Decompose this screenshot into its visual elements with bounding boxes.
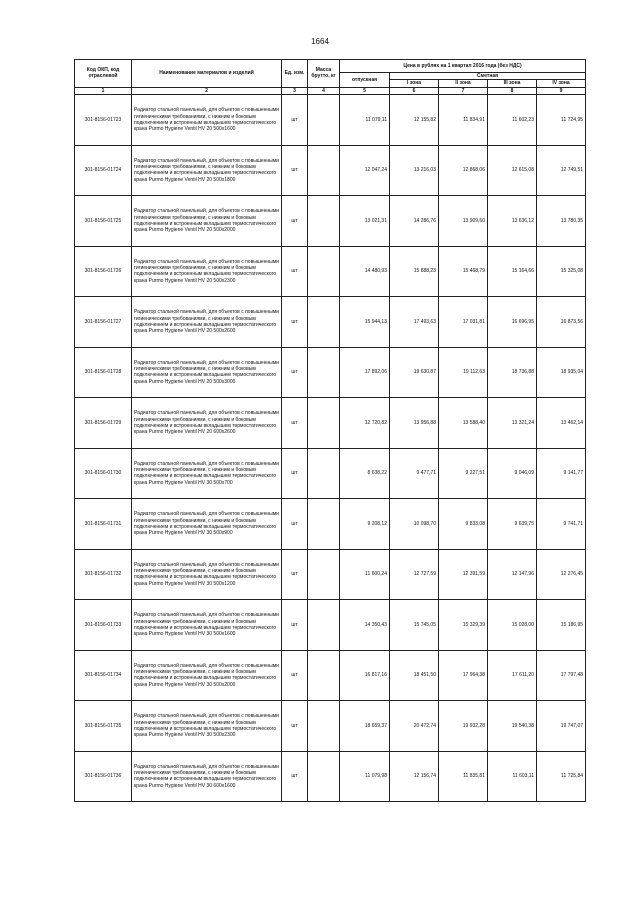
- cell-unit: шт: [282, 650, 308, 701]
- cell-z2: 12 868,06: [439, 145, 488, 196]
- cell-mass: [308, 145, 340, 196]
- cell-z3: 18 736,88: [488, 347, 537, 398]
- cell-z1: 15 888,23: [390, 246, 439, 297]
- cell-release: 14 350,43: [340, 600, 390, 651]
- cell-z1: 10 098,70: [390, 499, 439, 550]
- cell-unit: шт: [282, 95, 308, 146]
- cell-release: 18 659,37: [340, 701, 390, 752]
- cell-unit: шт: [282, 398, 308, 449]
- table-row: [75, 196, 586, 247]
- cell-mass: [308, 448, 340, 499]
- cell-name: Радиатор стальной панельный, для объектов с повышенными гигиеническими требованиями, с нижним и боковым подключением и встроенным вкладышем термостатического крана Purmo Hygiene Ventil HV 30 500x1200: [132, 549, 282, 600]
- cell-z2: 11 834,91: [439, 95, 488, 146]
- price-table: [74, 59, 586, 802]
- column-number-row: [75, 87, 586, 94]
- cell-z4: 15 186,95: [537, 600, 586, 651]
- cell-unit: шт: [282, 600, 308, 651]
- cell-z2: 19 112,63: [439, 347, 488, 398]
- cell-code: 301-8156-01736: [75, 751, 132, 802]
- table-row: [75, 701, 586, 752]
- cell-name: Радиатор стальной панельный, для объектов с повышенными гигиеническими требованиями, с нижним и боковым подключением и встроенным вкладышем термостатического крана Purmo Hygiene Ventil HV 20 500x2000: [132, 196, 282, 247]
- column-number: 7: [439, 87, 488, 94]
- cell-mass: [308, 701, 340, 752]
- cell-z2: 9 227,51: [439, 448, 488, 499]
- cell-z2: 19 932,28: [439, 701, 488, 752]
- cell-code: 301-8156-01735: [75, 701, 132, 752]
- cell-z3: 15 164,66: [488, 246, 537, 297]
- cell-mass: [308, 499, 340, 550]
- cell-z3: 19 540,38: [488, 701, 537, 752]
- cell-code: 301-8156-01733: [75, 600, 132, 651]
- cell-z1: 12 727,59: [390, 549, 439, 600]
- cell-unit: шт: [282, 246, 308, 297]
- cell-mass: [308, 600, 340, 651]
- table-body: [75, 95, 586, 802]
- header-zone: III зона: [488, 80, 537, 87]
- column-number: 9: [537, 87, 586, 94]
- column-number: 1: [75, 87, 132, 94]
- header-price: Цена в рублях на 1 квартал 2016 года (без НДС): [340, 60, 586, 73]
- cell-z3: 16 696,95: [488, 297, 537, 348]
- cell-z3: 13 321,24: [488, 398, 537, 449]
- cell-z4: 9 741,71: [537, 499, 586, 550]
- cell-code: 301-8156-01725: [75, 196, 132, 247]
- cell-code: 301-8156-01724: [75, 145, 132, 196]
- table-row: [75, 549, 586, 600]
- cell-unit: шт: [282, 751, 308, 802]
- cell-z3: 13 636,12: [488, 196, 537, 247]
- cell-release: 14 480,93: [340, 246, 390, 297]
- cell-unit: шт: [282, 549, 308, 600]
- cell-z4: 12 749,51: [537, 145, 586, 196]
- column-number: 8: [488, 87, 537, 94]
- cell-mass: [308, 650, 340, 701]
- cell-code: 301-8156-01732: [75, 549, 132, 600]
- cell-release: 9 208,12: [340, 499, 390, 550]
- cell-z2: 13 588,40: [439, 398, 488, 449]
- cell-mass: [308, 398, 340, 449]
- cell-z2: 12 391,59: [439, 549, 488, 600]
- cell-mass: [308, 297, 340, 348]
- cell-z1: 19 630,87: [390, 347, 439, 398]
- cell-release: 12 047,24: [340, 145, 390, 196]
- cell-z1: 9 477,71: [390, 448, 439, 499]
- cell-z3: 11 602,23: [488, 95, 537, 146]
- cell-name: Радиатор стальной панельный, для объектов с повышенными гигиеническими требованиями, с нижним и боковым подключением и встроенным вкладышем термостатического крана Purmo Hygiene Ventil HV 30 500x700: [132, 448, 282, 499]
- table-row: [75, 145, 586, 196]
- header-estimate: Сметная: [390, 73, 586, 80]
- cell-code: 301-8156-01729: [75, 398, 132, 449]
- cell-z2: 17 964,38: [439, 650, 488, 701]
- cell-name: Радиатор стальной панельный, для объектов с повышенными гигиеническими требованиями, с нижним и боковым подключением и встроенным вкладышем термостатического крана Purmo Hygiene Ventil HV 20 600x2600: [132, 398, 282, 449]
- cell-name: Радиатор стальной панельный, для объектов с повышенными гигиеническими требованиями, с нижним и боковым подключением и встроенным вкладышем термостатического крана Purmo Hygiene Ventil HV 30 500x900: [132, 499, 282, 550]
- cell-code: 301-8156-01726: [75, 246, 132, 297]
- cell-code: 301-8156-01734: [75, 650, 132, 701]
- cell-name: Радиатор стальной панельный, для объектов с повышенными гигиеническими требованиями, с нижним и боковым подключением и встроенным вкладышем термостатического крана Purmo Hygiene Ventil HV 20 500x3000: [132, 347, 282, 398]
- cell-z4: 9 141,77: [537, 448, 586, 499]
- cell-unit: шт: [282, 297, 308, 348]
- cell-unit: шт: [282, 701, 308, 752]
- cell-z1: 20 472,74: [390, 701, 439, 752]
- column-number: 5: [340, 87, 390, 94]
- cell-z2: 15 329,39: [439, 600, 488, 651]
- cell-unit: шт: [282, 448, 308, 499]
- header-zone: IV зона: [537, 80, 586, 87]
- table-row: [75, 95, 586, 146]
- cell-z2: 15 468,79: [439, 246, 488, 297]
- cell-z4: 16 873,56: [537, 297, 586, 348]
- cell-unit: шт: [282, 196, 308, 247]
- cell-z4: 18 935,04: [537, 347, 586, 398]
- cell-mass: [308, 246, 340, 297]
- table-row: [75, 246, 586, 297]
- cell-name: Радиатор стальной панельный, для объектов с повышенными гигиеническими требованиями, с нижним и боковым подключением и встроенным вкладышем термостатического крана Purmo Hygiene Ventil HV 20 500x2300: [132, 246, 282, 297]
- cell-z3: 9 046,09: [488, 448, 537, 499]
- table-row: [75, 297, 586, 348]
- header-release: отпускная: [340, 73, 390, 88]
- cell-unit: шт: [282, 145, 308, 196]
- cell-z3: 12 147,96: [488, 549, 537, 600]
- cell-z3: 17 611,20: [488, 650, 537, 701]
- cell-z1: 13 216,03: [390, 145, 439, 196]
- cell-code: 301-8156-01728: [75, 347, 132, 398]
- cell-z4: 13 780,35: [537, 196, 586, 247]
- header-mass: Масса брутто, кг: [308, 60, 340, 88]
- cell-code: 301-8156-01731: [75, 499, 132, 550]
- cell-z2: 11 835,81: [439, 751, 488, 802]
- cell-z1: 14 286,76: [390, 196, 439, 247]
- table-row: [75, 347, 586, 398]
- cell-z4: 11 725,84: [537, 751, 586, 802]
- cell-mass: [308, 95, 340, 146]
- column-number: 2: [132, 87, 282, 94]
- cell-z2: 9 833,08: [439, 499, 488, 550]
- table-row: [75, 499, 586, 550]
- cell-name: Радиатор стальной панельный, для объектов с повышенными гигиеническими требованиями, с нижним и боковым подключением и встроенным вкладышем термостатического крана Purmo Hygiene Ventil HV 20 500x1600: [132, 95, 282, 146]
- header-name: Наименование материалов и изделий: [132, 60, 282, 88]
- cell-z4: 15 325,08: [537, 246, 586, 297]
- header-code: Код ОКП, код отраслевой: [75, 60, 132, 88]
- cell-name: Радиатор стальной панельный, для объектов с повышенными гигиеническими требованиями, с нижним и боковым подключением и встроенным вкладышем термостатического крана Purmo Hygiene Ventil HV 20 500x1800: [132, 145, 282, 196]
- cell-name: Радиатор стальной панельный, для объектов с повышенными гигиеническими требованиями, с нижним и боковым подключением и встроенным вкладышем термостатического крана Purmo Hygiene Ventil HV 30 500x2300: [132, 701, 282, 752]
- cell-z3: 15 028,00: [488, 600, 537, 651]
- table-row: [75, 600, 586, 651]
- header-zone: I зона: [390, 80, 439, 87]
- cell-mass: [308, 549, 340, 600]
- table-row: [75, 448, 586, 499]
- cell-unit: шт: [282, 499, 308, 550]
- page-number: 1664: [311, 37, 329, 46]
- cell-z1: 15 745,05: [390, 600, 439, 651]
- header-unit: Ед. изм.: [282, 60, 308, 88]
- cell-z1: 13 956,88: [390, 398, 439, 449]
- cell-mass: [308, 347, 340, 398]
- cell-release: 11 600,24: [340, 549, 390, 600]
- cell-code: 301-8156-01727: [75, 297, 132, 348]
- cell-name: Радиатор стальной панельный, для объектов с повышенными гигиеническими требованиями, с нижним и боковым подключением и встроенным вкладышем термостатического крана Purmo Hygiene Ventil HV 30 600x1600: [132, 751, 282, 802]
- cell-name: Радиатор стальной панельный, для объектов с повышенными гигиеническими требованиями, с нижним и боковым подключением и встроенным вкладышем термостатического крана Purmo Hygiene Ventil HV 30 500x1600: [132, 600, 282, 651]
- cell-z3: 12 615,08: [488, 145, 537, 196]
- cell-z4: 12 276,45: [537, 549, 586, 600]
- table-row: [75, 650, 586, 701]
- cell-z1: 12 155,82: [390, 95, 439, 146]
- cell-release: 8 638,22: [340, 448, 390, 499]
- cell-unit: шт: [282, 347, 308, 398]
- cell-z4: 11 724,95: [537, 95, 586, 146]
- cell-z1: 18 451,50: [390, 650, 439, 701]
- cell-release: 11 079,98: [340, 751, 390, 802]
- cell-release: 11 079,11: [340, 95, 390, 146]
- cell-mass: [308, 751, 340, 802]
- cell-release: 13 021,31: [340, 196, 390, 247]
- cell-z2: 13 909,60: [439, 196, 488, 247]
- table-row: [75, 751, 586, 802]
- cell-z2: 17 031,81: [439, 297, 488, 348]
- column-number: 6: [390, 87, 439, 94]
- cell-z1: 12 156,74: [390, 751, 439, 802]
- cell-code: 301-8156-01723: [75, 95, 132, 146]
- cell-release: 16 817,16: [340, 650, 390, 701]
- cell-code: 301-8156-01730: [75, 448, 132, 499]
- cell-name: Радиатор стальной панельный, для объектов с повышенными гигиеническими требованиями, с нижним и боковым подключением и встроенным вкладышем термостатического крана Purmo Hygiene Ventil HV 30 500x2000: [132, 650, 282, 701]
- column-number: 4: [308, 87, 340, 94]
- cell-release: 15 944,13: [340, 297, 390, 348]
- cell-z4: 19 747,07: [537, 701, 586, 752]
- cell-release: 17 892,06: [340, 347, 390, 398]
- column-number: 3: [282, 87, 308, 94]
- cell-z4: 17 797,48: [537, 650, 586, 701]
- cell-z3: 11 603,11: [488, 751, 537, 802]
- cell-z4: 13 462,14: [537, 398, 586, 449]
- cell-z1: 17 493,63: [390, 297, 439, 348]
- header-zone: II зона: [439, 80, 488, 87]
- cell-release: 12 720,82: [340, 398, 390, 449]
- table-row: [75, 398, 586, 449]
- cell-name: Радиатор стальной панельный, для объектов с повышенными гигиеническими требованиями, с нижним и боковым подключением и встроенным вкладышем термостатического крана Purmo Hygiene Ventil HV 20 500x2600: [132, 297, 282, 348]
- cell-z3: 9 639,75: [488, 499, 537, 550]
- cell-mass: [308, 196, 340, 247]
